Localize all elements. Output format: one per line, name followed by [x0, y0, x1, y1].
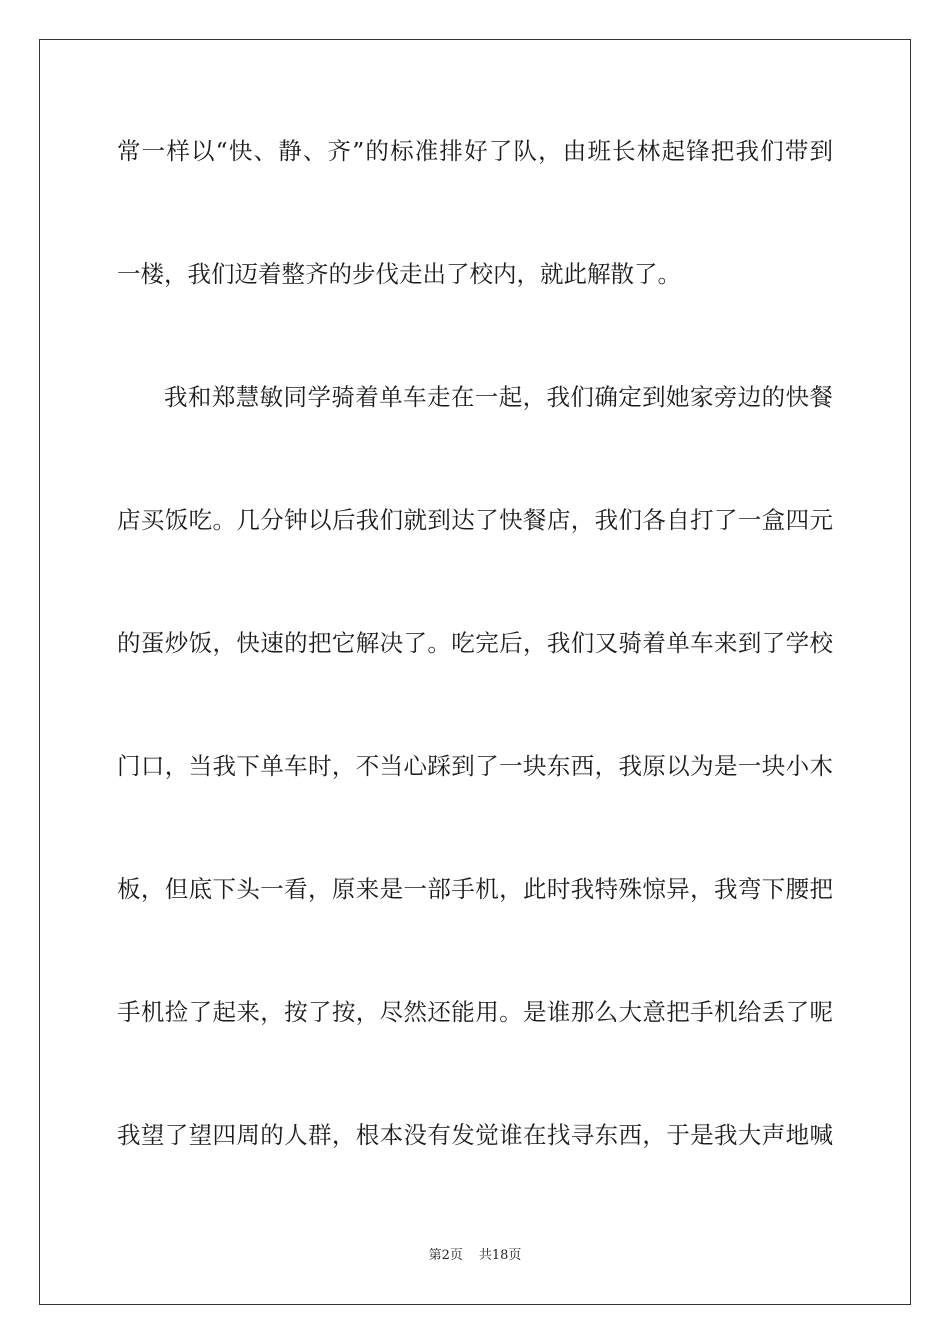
paragraph-line-6: 门口，当我下单车时，不当心踩到了一块东西，我原以为是一块小木 [117, 752, 833, 780]
paragraph-line-9: 我望了望四周的人群，根本没有发觉谁在找寻东西，于是我大声地喊 [117, 1121, 833, 1149]
page-total: 共18页 [478, 1248, 522, 1263]
paragraph-line-5: 的蛋炒饭，快速的把它解决了。吃完后，我们又骑着单车来到了学校 [117, 629, 833, 657]
page-border [39, 39, 911, 1305]
paragraph-line-1: 常一样以“快、静、齐”的标准排好了队，由班长林起锋把我们带到 [117, 137, 833, 165]
page-footer [0, 1247, 950, 1265]
paragraph-line-2: 一楼，我们迈着整齐的步伐走出了校内，就此解散了。 [117, 260, 681, 288]
page-number: 第2页 [428, 1248, 463, 1263]
paragraph-line-8: 手机捡了起来，按了按，尽然还能用。是谁那么大意把手机给丢了呢 [117, 998, 833, 1026]
paragraph-line-4: 店买饭吃。几分钟以后我们就到达了快餐店，我们各自打了一盒四元 [117, 506, 833, 534]
paragraph-line-7: 板，但底下头一看，原来是一部手机，此时我特殊惊异，我弯下腰把 [117, 875, 833, 903]
paragraph-line-3: 我和郑慧敏同学骑着单车走在一起，我们确定到她家旁边的快餐 [164, 383, 833, 411]
